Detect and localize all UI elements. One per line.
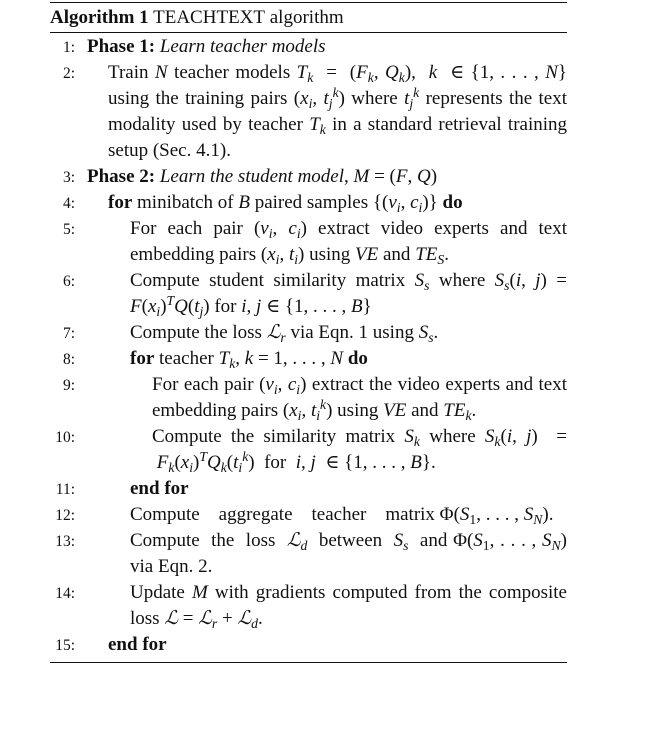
line-number: 1:: [62, 39, 75, 56]
algorithm-line: [50, 502, 567, 528]
line-number: 2:: [62, 65, 75, 82]
line-number: 4:: [62, 195, 75, 212]
line-text: end for: [108, 634, 167, 655]
algorithm-box: [50, 2, 567, 663]
line-text: For each pair ($v_i$, $c_i$) extract the video experts and text embedding pairs ($x_i$, $t_i^k$) using VE and $TE_k$.: [152, 374, 568, 423]
line-number: 3:: [62, 169, 75, 186]
line-text: end for: [130, 478, 189, 499]
algorithm-label: Algorithm 1: [50, 7, 149, 28]
line-number: 13:: [55, 533, 75, 550]
line-text: Update M with gradients computed from the composite loss ℒ = ℒ$_r$ + ℒ$_d$.: [130, 582, 567, 631]
algorithm-lines: [50, 34, 567, 658]
line-text: Phase 1: Learn teacher models: [87, 36, 326, 57]
line-text: Compute the similarity matrix $S_k$ where $S_k(i$, $j) = F_k(x_i)^TQ_k(t_i^k)$ for i, j ∈ {1, . . . , B}.: [152, 426, 568, 475]
line-text: Compute student similarity matrix $S_s$ where $S_s(i$, $j) = F(x_i)^TQ(t_j)$ for i, j ∈ {1, . . . , B}: [130, 270, 567, 319]
algorithm-line: [50, 632, 567, 658]
algorithm-caption: [50, 3, 567, 32]
algorithm-line: [50, 216, 567, 268]
algorithm-line: [50, 476, 567, 502]
line-number: 6:: [62, 273, 75, 290]
line-number: 12:: [55, 507, 75, 524]
algorithm-line: [50, 580, 567, 632]
algorithm-line: [50, 320, 567, 346]
line-number: 14:: [55, 585, 75, 602]
algorithm-line: [50, 268, 567, 320]
line-text: for teacher $T_k$, k = 1, . . . , N do: [130, 348, 368, 371]
line-number: 11:: [55, 481, 75, 498]
line-number: 5:: [62, 221, 75, 238]
algorithm-line: [50, 34, 567, 60]
line-text: Compute the loss ℒ$_r$ via Eqn. 1 using $S_s$.: [130, 322, 439, 345]
bottom-rule: [50, 662, 567, 663]
line-text: Train N teacher models $T_k = (F_k$, $Q_k$), k ∈ {1, . . . , N} using the training pairs ($x_i$, $t_j^k$) where $t_j^k$ represents the text modality used by teacher $T_k$ in a standard retrieval training setup (Sec. 4.1).: [108, 62, 568, 161]
algorithm-title: TEACHTEXT algorithm: [153, 7, 344, 28]
line-text: For each pair ($v_i$, $c_i$) extract video experts and text embedding pairs ($x_i$, $t_i$) using VE and $TE_S$.: [130, 218, 568, 267]
algorithm-line: [50, 190, 567, 216]
algorithm-line: [50, 424, 567, 476]
algorithm-line: [50, 164, 567, 190]
line-number: 15:: [55, 637, 75, 654]
line-number: 9:: [62, 377, 75, 394]
line-text: for minibatch of B paired samples {($v_i$, $c_i$)} do: [108, 192, 463, 215]
line-number: 10:: [55, 429, 75, 446]
line-text: Compute aggregate teacher matrix $\Phi(S_1$, . . . , $S_N$).: [130, 504, 554, 527]
line-text: Compute the loss ℒ$_d$ between $S_s$ and $\Phi(S_1$, . . . , $S_N$) via Eqn. 2.: [130, 530, 567, 577]
algorithm-line: [50, 60, 567, 164]
algorithm-line: [50, 372, 567, 424]
algorithm-line: [50, 528, 567, 580]
line-number: 8:: [62, 351, 75, 368]
caption-rule: [50, 32, 567, 33]
line-text: Phase 2: Learn the student model, M = (F, Q): [87, 166, 438, 187]
algorithm-line: [50, 346, 567, 372]
line-number: 7:: [62, 325, 75, 342]
